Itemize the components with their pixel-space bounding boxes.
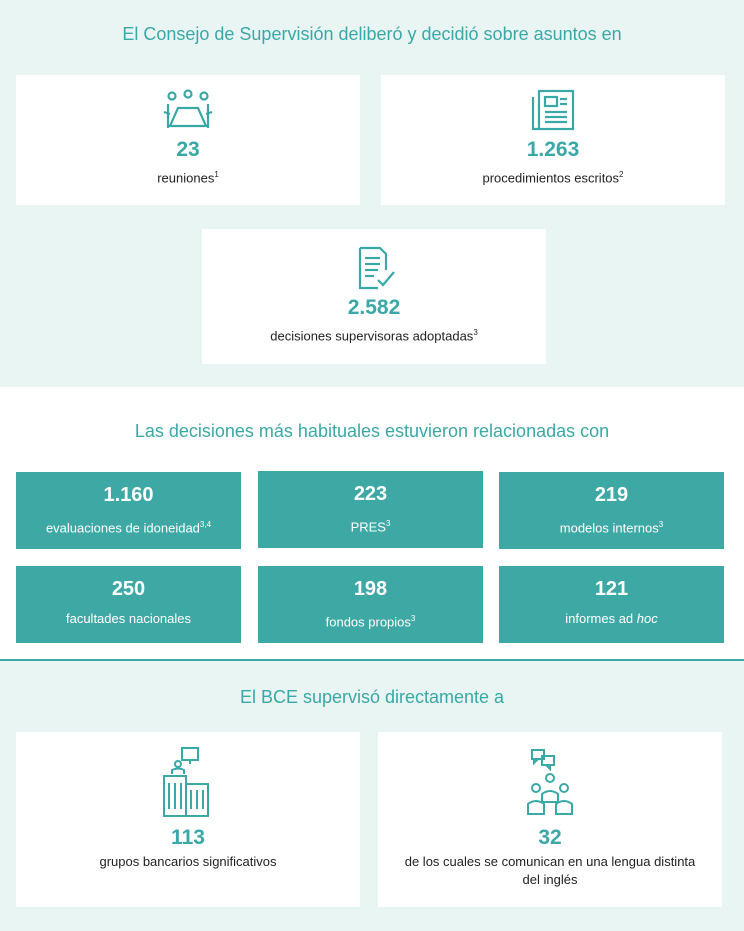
tile-number: 121 (594, 578, 629, 600)
meetings-number: 23 (176, 138, 200, 161)
section3-heading: El BCE supervisó directamente a (239, 687, 505, 707)
tile-number: 219 (594, 484, 629, 506)
decisions-adopted-card (202, 229, 546, 364)
tile-number: 1.160 (103, 484, 154, 506)
people-speech-icon (520, 746, 580, 822)
tile-label: PRES$^3$ (350, 519, 391, 535)
tile-label: modelos internos$^3$ (559, 520, 664, 536)
tile-own-funds (258, 566, 483, 643)
written-procedures-number: 1.263 (526, 138, 580, 161)
significant-groups-card (16, 732, 360, 907)
tile-number: 198 (353, 578, 388, 600)
tile-ad-hoc-reports (499, 566, 724, 643)
section1-heading: El Consejo de Supervisión deliberó y decidió sobre asuntos en (122, 24, 622, 44)
section2-heading: Las decisiones más habituales estuvieron relacionadas con (134, 421, 610, 441)
written-procedures-label: procedimientos escritos$^2$ (482, 170, 624, 186)
document-check-icon (348, 244, 400, 292)
meetings-label: reuniones$^1$ (157, 170, 219, 186)
tile-label: facultades nacionales (65, 611, 192, 626)
tile-internal-models (499, 472, 724, 549)
tile-national-powers (16, 566, 241, 643)
languages-label-line2: del inglés (522, 872, 578, 887)
significant-groups-number: 113 (171, 826, 205, 849)
written-procedures-card (381, 75, 725, 205)
meeting-table-icon (162, 88, 214, 132)
decisions-adopted-number: 2.582 (347, 296, 401, 319)
tile-label: evaluaciones de idoneidad$^{3,4}$ (45, 520, 212, 536)
tile-number: 223 (353, 483, 388, 505)
meetings-card (16, 75, 360, 205)
tile-srep (258, 471, 483, 548)
bank-buildings-icon (158, 746, 218, 822)
tile-label: informes ad hoc (565, 611, 658, 626)
decisions-adopted-label: decisiones supervisoras adoptadas$^3$ (270, 328, 478, 344)
languages-number: 32 (538, 826, 562, 849)
languages-card (378, 732, 722, 907)
document-icon (527, 87, 579, 133)
tile-number: 250 (111, 578, 146, 600)
languages-label-line1: de los cuales se comunican en una lengua distinta (404, 854, 696, 869)
tile-label: fondos propios$^3$ (325, 614, 416, 630)
significant-groups-label: grupos bancarios significativos (99, 854, 277, 869)
tile-fit-and-proper (16, 472, 241, 549)
